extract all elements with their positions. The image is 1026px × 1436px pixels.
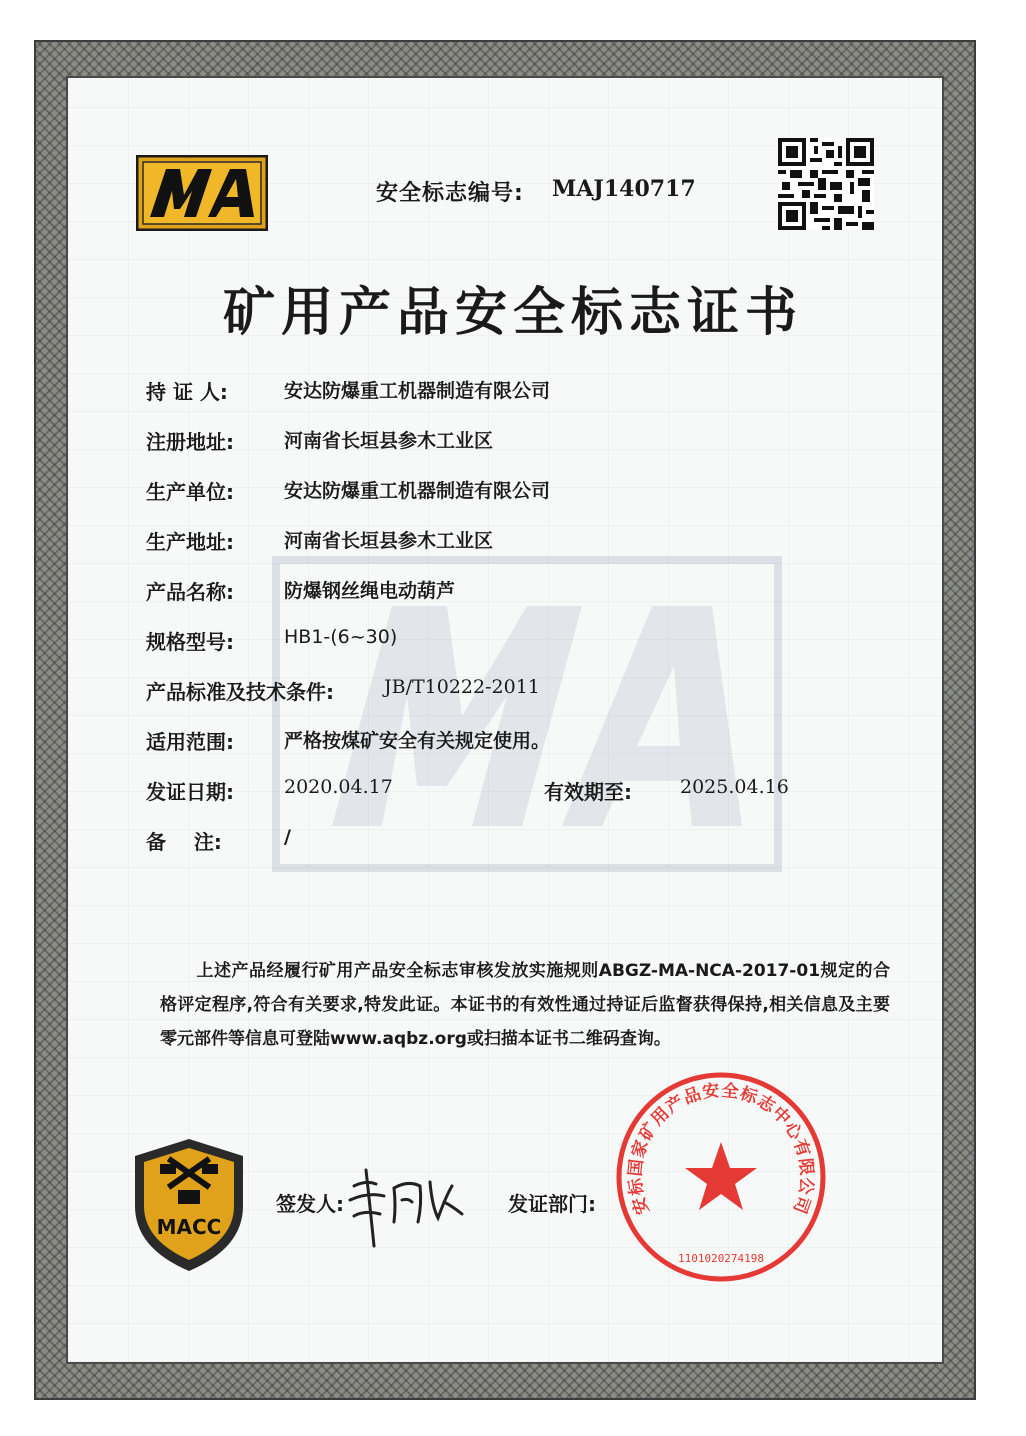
svg-text:1101020274198: 1101020274198: [677, 1252, 765, 1265]
field-label: 注册地址:: [146, 430, 234, 454]
field-value: 安达防爆重工机器制造有限公司: [284, 480, 551, 502]
field-value: 2025.04.16: [680, 776, 789, 798]
field-remarks: [146, 826, 291, 855]
certificate-number-label: 安全标志编号:: [376, 181, 524, 206]
field-issue-date: [146, 776, 393, 805]
field-value: 河南省长垣县参木工业区: [284, 530, 494, 552]
field-value: 河南省长垣县参木工业区: [284, 430, 494, 452]
field-registered-address: [146, 426, 494, 455]
field-label: 规格型号:: [146, 630, 234, 654]
ma-logo: [136, 155, 268, 231]
field-label: 生产单位:: [146, 480, 234, 504]
issuing-department-label: 发证部门:: [508, 1192, 596, 1216]
field-value: HB1-(6~30): [284, 626, 398, 648]
official-seal-icon: [614, 1070, 828, 1284]
field-label: 备 注:: [146, 830, 222, 854]
field-valid-until: [544, 776, 789, 805]
field-value: 严格按煤矿安全有关规定使用。: [284, 730, 551, 752]
ma-watermark-icon: [272, 556, 782, 872]
field-label: 生产地址:: [146, 530, 234, 554]
field-product-name: [146, 576, 456, 605]
field-label: 产品标准及技术条件:: [146, 680, 334, 704]
field-label: 有效期至:: [544, 780, 632, 804]
certificate-title: 矿用产品安全标志证书: [222, 283, 803, 343]
field-value: 防爆钢丝绳电动葫芦: [284, 580, 456, 602]
field-holder: [146, 376, 551, 405]
field-value: /: [284, 826, 291, 848]
field-model: [146, 626, 398, 655]
certificate-number: MAJ140717: [552, 176, 696, 202]
field-value: 2020.04.17: [284, 776, 393, 798]
field-producer: [146, 476, 551, 505]
svg-text:MACC: MACC: [156, 1215, 222, 1239]
certification-statement: 上述产品经履行矿用产品安全标志审核发放实施规则ABGZ-MA-NCA-2017-01规定的合格评定程序,符合有关要求,特发此证。本证书的有效性通过持证后监督获得保持,相关信息及主要零元部件等信息可登陆www.aqbz.org或扫描本证书二维码查询。: [160, 961, 890, 1049]
signer-label: 签发人:: [276, 1192, 344, 1216]
macc-badge-icon: [130, 1136, 248, 1274]
svg-text:安标国家矿用产品安全标志中心有限公司: 安标国家矿用产品安全标志中心有限公司: [625, 1080, 817, 1217]
field-label: 适用范围:: [146, 730, 234, 754]
qr-code-icon[interactable]: [778, 138, 874, 230]
field-label: 产品名称:: [146, 580, 234, 604]
field-label: 发证日期:: [146, 780, 234, 804]
field-scope: [146, 726, 551, 755]
field-value: 安达防爆重工机器制造有限公司: [284, 380, 551, 402]
field-label: 持 证 人:: [146, 380, 228, 404]
field-value: JB/T10222-2011: [384, 676, 540, 698]
signature-icon: [340, 1156, 470, 1252]
field-standard: [146, 676, 540, 705]
field-production-address: [146, 526, 494, 555]
